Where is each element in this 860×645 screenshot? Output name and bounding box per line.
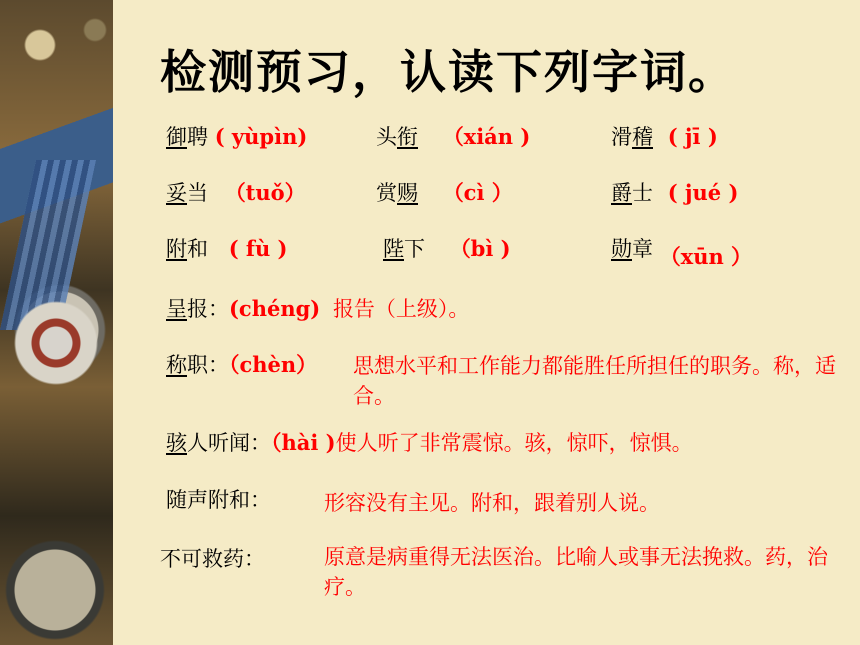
slide-title: 检测预习，认读下列字词。 xyxy=(160,45,736,99)
word-xunzhang: 勋章 （xūn ） xyxy=(611,237,753,269)
pinyin: ( fù ) xyxy=(228,236,288,261)
decorative-photo-strip xyxy=(0,0,113,645)
pinyin: （tuǒ） xyxy=(224,180,306,205)
word-tuodang: 妥当 （tuǒ） xyxy=(166,180,306,205)
pinyin: ( jué ) xyxy=(667,180,739,205)
pinyin: （cì ） xyxy=(442,180,513,205)
word-shangci: 赏赐 （cì ） xyxy=(376,180,513,205)
pinyin: （xián ) xyxy=(442,124,531,149)
entry-suishengfuhe-term: 随声附和： xyxy=(166,488,271,512)
word-huaji: 滑稽 ( jī ) xyxy=(611,124,718,149)
definition: 报告（上级）。 xyxy=(332,297,470,321)
word-jueshi: 爵士 ( jué ) xyxy=(611,180,739,205)
pinyin: ( jī ) xyxy=(667,124,718,149)
word-fuhe: 附和 ( fù ) xyxy=(166,236,288,261)
definition: 形容没有主见。附和，跟着别人说。 xyxy=(324,491,660,515)
pinyin: ( yùpìn) xyxy=(214,124,308,149)
pinyin: （chèn） xyxy=(229,352,318,377)
pinyin: （xūn ） xyxy=(659,244,753,269)
word-bixia: 陛下 （bì ) xyxy=(383,236,511,261)
entry-chengbao: 呈报：(chéng) 报告（上级）。 xyxy=(166,296,470,321)
pinyin: （hài ) xyxy=(271,430,336,455)
entry-chenzhi-head: 称职：（chèn） xyxy=(166,352,318,377)
pinyin: (chéng) xyxy=(229,296,321,321)
pinyin: （bì ) xyxy=(449,236,511,261)
definition: 原意是病重得无法医治。比喻人或事无法挽救。药，治疗。 xyxy=(324,545,828,600)
entry-bukejiuyao-term: 不可救药： xyxy=(160,547,265,571)
word-touxian: 头衔 （xián ) xyxy=(376,124,531,149)
definition: 使人听了非常震惊。骇，惊吓，惊惧。 xyxy=(335,431,693,455)
entry-hairentingwen: 骇人听闻：（hài )使人听了非常震惊。骇，惊吓，惊惧。 xyxy=(166,430,693,455)
definition: 思想水平和工作能力都能胜任所担任的职务。称，适合。 xyxy=(353,354,836,409)
medal-image xyxy=(8,295,104,391)
word-yupin: 御聘 ( yùpìn) xyxy=(166,124,308,149)
